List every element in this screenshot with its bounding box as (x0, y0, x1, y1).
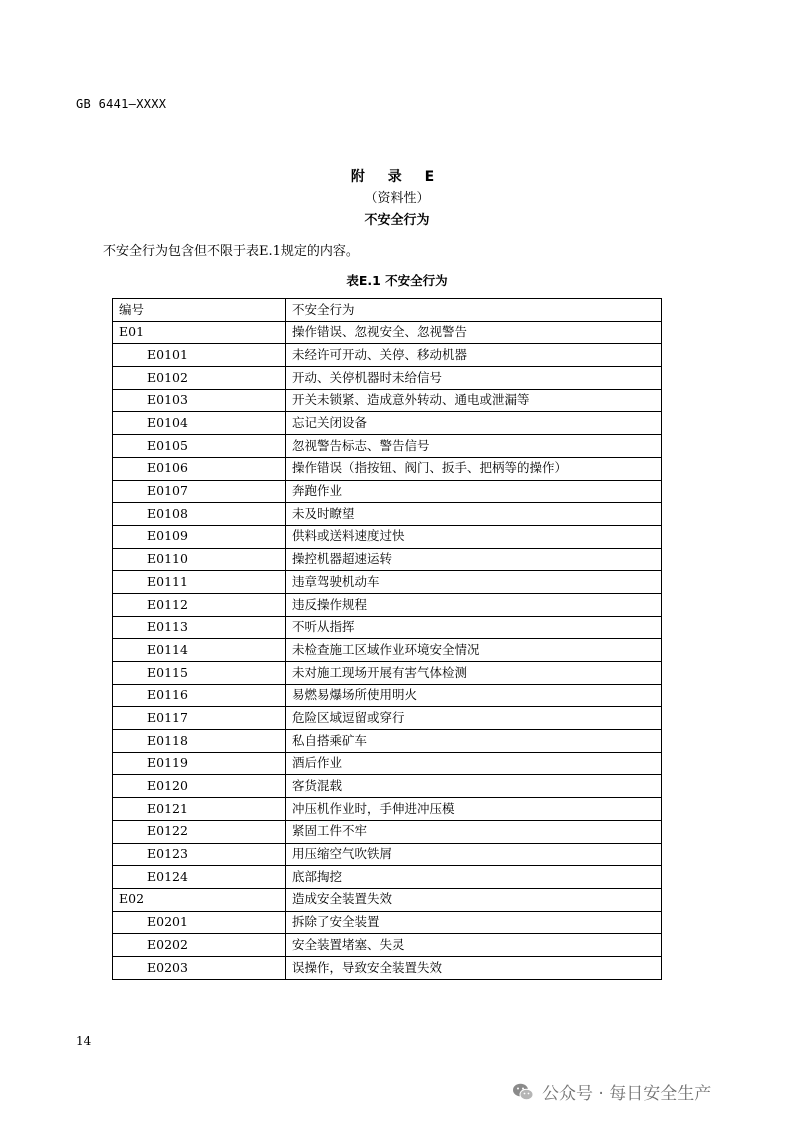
behavior-description: 客货混载 (286, 775, 662, 798)
behavior-description: 开动、关停机器时未给信号 (286, 367, 662, 390)
behavior-description: 未及时瞭望 (286, 503, 662, 526)
behavior-code: E0119 (113, 752, 286, 775)
appendix-nature: （资料性） (364, 191, 430, 206)
behavior-description: 供料或送料速度过快 (286, 525, 662, 548)
behavior-code: E0120 (113, 775, 286, 798)
table-row (113, 457, 662, 480)
table-row (113, 367, 662, 390)
behavior-code: E0107 (113, 480, 286, 503)
appendix-subject: 不安全行为 (364, 213, 430, 228)
behavior-description: 操控机器超速运转 (286, 548, 662, 571)
behavior-description: 安全装置堵塞、失灵 (286, 934, 662, 957)
behavior-code: E0116 (113, 684, 286, 707)
behavior-code: E0112 (113, 593, 286, 616)
behavior-description: 未检查施工区域作业环境安全情况 (286, 639, 662, 662)
table-row (113, 798, 662, 821)
behavior-description: 开关未锁紧、造成意外转动、通电或泄漏等 (286, 389, 662, 412)
behavior-code: E0202 (113, 934, 286, 957)
table-row (113, 435, 662, 458)
table-row (113, 752, 662, 775)
appendix-title: 附 录 E (350, 169, 444, 185)
table-row (113, 707, 662, 730)
behavior-code: E0113 (113, 616, 286, 639)
behavior-description: 奔跑作业 (286, 480, 662, 503)
wechat-icon (512, 1082, 534, 1102)
behavior-code: E0103 (113, 389, 286, 412)
table-row (113, 956, 662, 979)
table-row (113, 321, 662, 344)
table-row (113, 548, 662, 571)
table-row (113, 639, 662, 662)
header-code: 编号 (113, 299, 286, 322)
behavior-code: E0102 (113, 367, 286, 390)
watermark-text: 公众号 · 每日安全生产 (542, 1084, 712, 1104)
table-row (113, 412, 662, 435)
table-row (113, 480, 662, 503)
behavior-description: 紧固工件不牢 (286, 820, 662, 843)
table-row (113, 888, 662, 911)
behavior-code: E01 (113, 321, 286, 344)
behavior-code: E0117 (113, 707, 286, 730)
behavior-description: 私自搭乘矿车 (286, 730, 662, 753)
behavior-code: E0105 (113, 435, 286, 458)
behavior-description: 违反操作规程 (286, 593, 662, 616)
behavior-description: 造成安全装置失效 (286, 888, 662, 911)
table-row (113, 616, 662, 639)
behavior-description: 未经许可开动、关停、移动机器 (286, 344, 662, 367)
behavior-code: E0114 (113, 639, 286, 662)
behavior-description: 操作错误（指按钮、阀门、扳手、把柄等的操作） (286, 457, 662, 480)
behavior-code: E0203 (113, 956, 286, 979)
behavior-description: 易燃易爆场所使用明火 (286, 684, 662, 707)
behavior-code: E0121 (113, 798, 286, 821)
behavior-description: 忘记关闭设备 (286, 412, 662, 435)
behavior-code: E0115 (113, 662, 286, 685)
behavior-code: E0108 (113, 503, 286, 526)
table-row (113, 820, 662, 843)
watermark (512, 1079, 711, 1104)
intro-paragraph: 不安全行为包含但不限于表E.1规定的内容。 (103, 244, 359, 259)
behavior-description: 误操作，导致安全装置失效 (286, 956, 662, 979)
table-row (113, 911, 662, 934)
behavior-description: 操作错误、忽视安全、忽视警告 (286, 321, 662, 344)
table-row (113, 684, 662, 707)
table-row (113, 344, 662, 367)
behavior-description: 冲压机作业时，手伸进冲压模 (286, 798, 662, 821)
behavior-description: 用压缩空气吹铁屑 (286, 843, 662, 866)
behavior-code: E0110 (113, 548, 286, 571)
behavior-description: 违章驾驶机动车 (286, 571, 662, 594)
table-row (113, 571, 662, 594)
table-row (113, 662, 662, 685)
behavior-description: 底部掏挖 (286, 866, 662, 889)
behavior-code: E0122 (113, 820, 286, 843)
table-row (113, 593, 662, 616)
header-behavior: 不安全行为 (286, 299, 662, 322)
unsafe-behavior-table (112, 298, 662, 980)
behavior-description: 不听从指挥 (286, 616, 662, 639)
table-row (113, 934, 662, 957)
behavior-description: 未对施工现场开展有害气体检测 (286, 662, 662, 685)
table-header-row (113, 299, 662, 322)
behavior-code: E0123 (113, 843, 286, 866)
table-row (113, 866, 662, 889)
page-number: 14 (76, 1034, 92, 1048)
table-row (113, 389, 662, 412)
behavior-description: 忽视警告标志、警告信号 (286, 435, 662, 458)
standard-code: GB 6441—XXXX (76, 97, 167, 111)
behavior-description: 危险区域逗留或穿行 (286, 707, 662, 730)
table-caption: 表E.1 不安全行为 (346, 273, 448, 288)
behavior-code: E0104 (113, 412, 286, 435)
behavior-description: 拆除了安全装置 (286, 911, 662, 934)
behavior-code: E0118 (113, 730, 286, 753)
behavior-code: E0109 (113, 525, 286, 548)
table-row (113, 503, 662, 526)
behavior-code: E0201 (113, 911, 286, 934)
table-row (113, 843, 662, 866)
behavior-code: E0106 (113, 457, 286, 480)
behavior-code: E02 (113, 888, 286, 911)
behavior-code: E0111 (113, 571, 286, 594)
behavior-description: 酒后作业 (286, 752, 662, 775)
table-row (113, 730, 662, 753)
table-row (113, 525, 662, 548)
behavior-code: E0101 (113, 344, 286, 367)
table-row (113, 775, 662, 798)
behavior-code: E0124 (113, 866, 286, 889)
